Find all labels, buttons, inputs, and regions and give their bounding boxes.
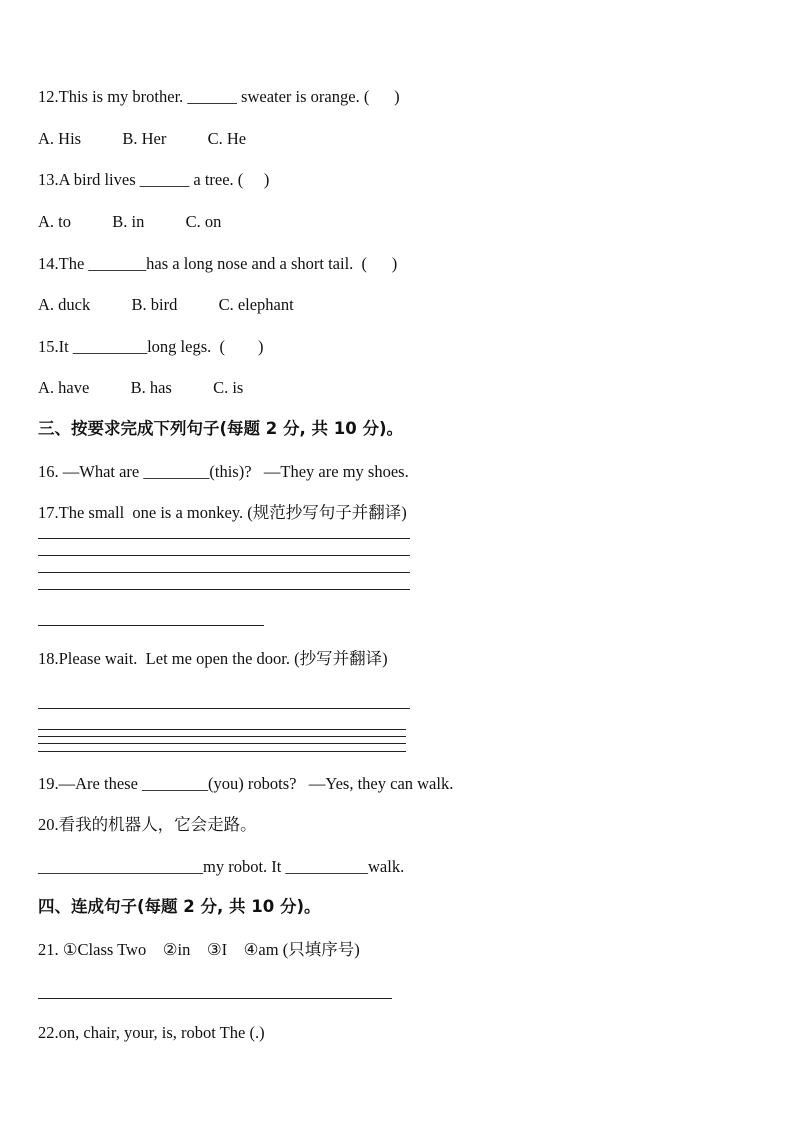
answer-line — [38, 589, 410, 590]
question-13: 13.A bird lives ______ a tree. ( ) — [38, 170, 270, 189]
answer-line — [38, 736, 406, 737]
question-13-options: A. to B. in C. on — [38, 212, 222, 231]
question-19: 19.—Are these ________(you) robots? —Yes, they can walk. — [38, 774, 454, 793]
question-14: 14.The _______has a long nose and a short tail. ( ) — [38, 254, 398, 273]
question-12-options: A. His B. Her C. He — [38, 129, 247, 148]
section-4-heading: 四、连成句子(每题 2 分, 共 10 分)。 — [38, 897, 321, 916]
question-21: 21. ①Class Two ②in ③I ④am (只填序号) — [38, 940, 360, 959]
question-16: 16. —What are ________(this)? —They are my shoes. — [38, 462, 409, 481]
question-14-options: A. duck B. bird C. elephant — [38, 295, 294, 314]
question-15: 15.It _________long legs. ( ) — [38, 337, 264, 356]
answer-line — [38, 555, 410, 556]
answer-line — [38, 751, 406, 752]
question-18: 18.Please wait. Let me open the door. (抄写并翻译) — [38, 649, 388, 668]
answer-line — [38, 625, 264, 626]
answer-line — [38, 708, 410, 709]
question-20-answer: ____________________my robot. It __________walk. — [38, 857, 405, 876]
answer-line — [38, 572, 410, 573]
question-22: 22.on, chair, your, is, robot The (.) — [38, 1023, 265, 1042]
answer-line — [38, 743, 406, 744]
section-3-heading: 三、按要求完成下列句子(每题 2 分, 共 10 分)。 — [38, 419, 404, 438]
question-20: 20.看我的机器人，它会走路。 — [38, 815, 257, 834]
question-15-options: A. have B. has C. is — [38, 378, 244, 397]
answer-line — [38, 538, 410, 539]
answer-line — [38, 998, 392, 999]
question-17: 17.The small one is a monkey. (规范抄写句子并翻译) — [38, 503, 407, 522]
answer-line — [38, 729, 406, 730]
question-12: 12.This is my brother. ______ sweater is orange. ( ) — [38, 87, 400, 106]
